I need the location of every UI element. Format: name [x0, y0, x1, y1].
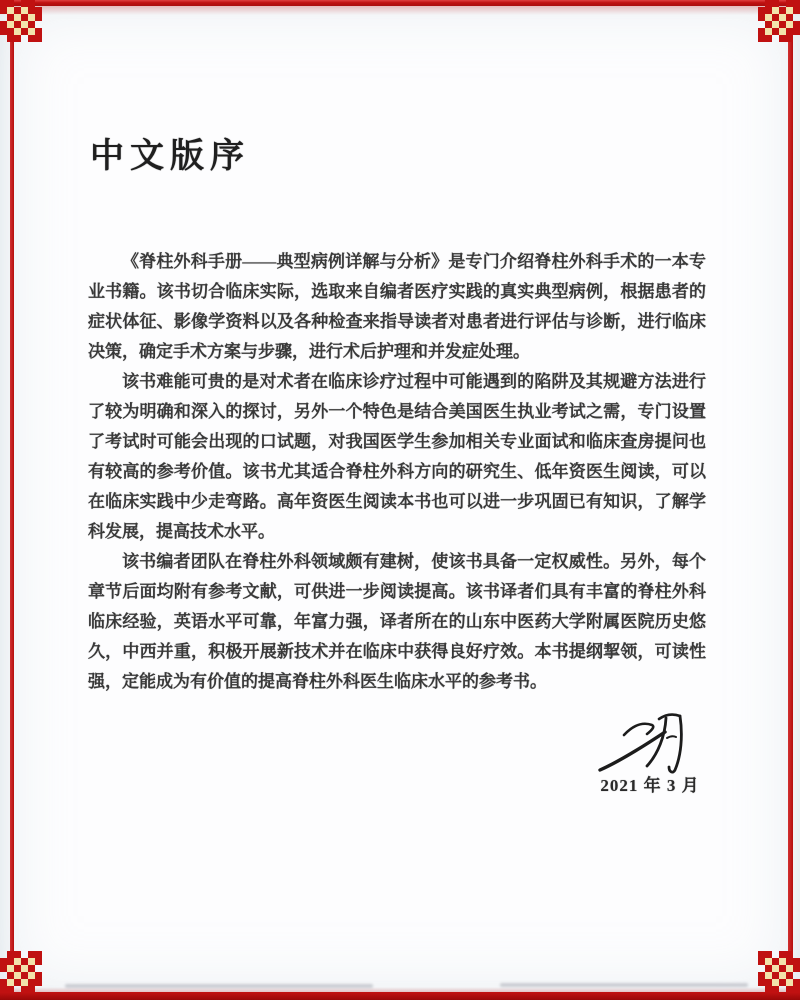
page-border-left: [10, 4, 14, 992]
page-border-bottom: [0, 992, 800, 1000]
scan-bleedthrough-mark: [500, 983, 748, 987]
page-title: 中文版序: [90, 138, 250, 175]
handwritten-signature: [588, 704, 708, 776]
page-border-right: [788, 4, 793, 992]
paragraph: 《脊柱外科手册——典型病例详解与分析》是专门介绍脊柱外科手术的一本专业书籍。该书切合临床实际，选取来自编者医疗实践的真实典型病例，根据患者的症状体征、影像学资料以及各种检查来指导读者对患者进行评估与诊断，进行临床决策，确定手术方案与步骤，进行术后护理和并发症处理。: [88, 252, 706, 361]
page-border-top: [0, 0, 800, 6]
preface-date: 2021 年 3 月: [600, 776, 700, 795]
paragraph: 该书编者团队在脊柱外科领域颇有建树，使该书具备一定权威性。另外，每个章节后面均附有参考文献，可供进一步阅读提高。该书译者们具有丰富的脊柱外科临床经验，英语水平可靠，年富力强，译者所在的山东中医药大学附属医院历史悠久，中西并重，积极开展新技术并在临床中获得良好疗效。本书提纲挈领，可读性强，定能成为有价值的提高脊柱外科医生临床水平的参考书。: [88, 552, 706, 691]
preface-body: [88, 247, 706, 697]
paragraph: 该书难能可贵的是对术者在临床诊疗过程中可能遇到的陷阱及其规避方法进行了较为明确和深入的探讨，另外一个特色是结合美国医生执业考试之需，专门设置了考试时可能会出现的口试题，对我国医学生参加相关专业面试和临床查房提问也有较高的参考价值。该书尤其适合脊柱外科方向的研究生、低年资医生阅读，可以在临床实践中少走弯路。高年资医生阅读本书也可以进一步巩固已有知识，了解学科发展，提高技术水平。: [88, 372, 706, 541]
scan-bleedthrough-mark: [65, 984, 373, 988]
